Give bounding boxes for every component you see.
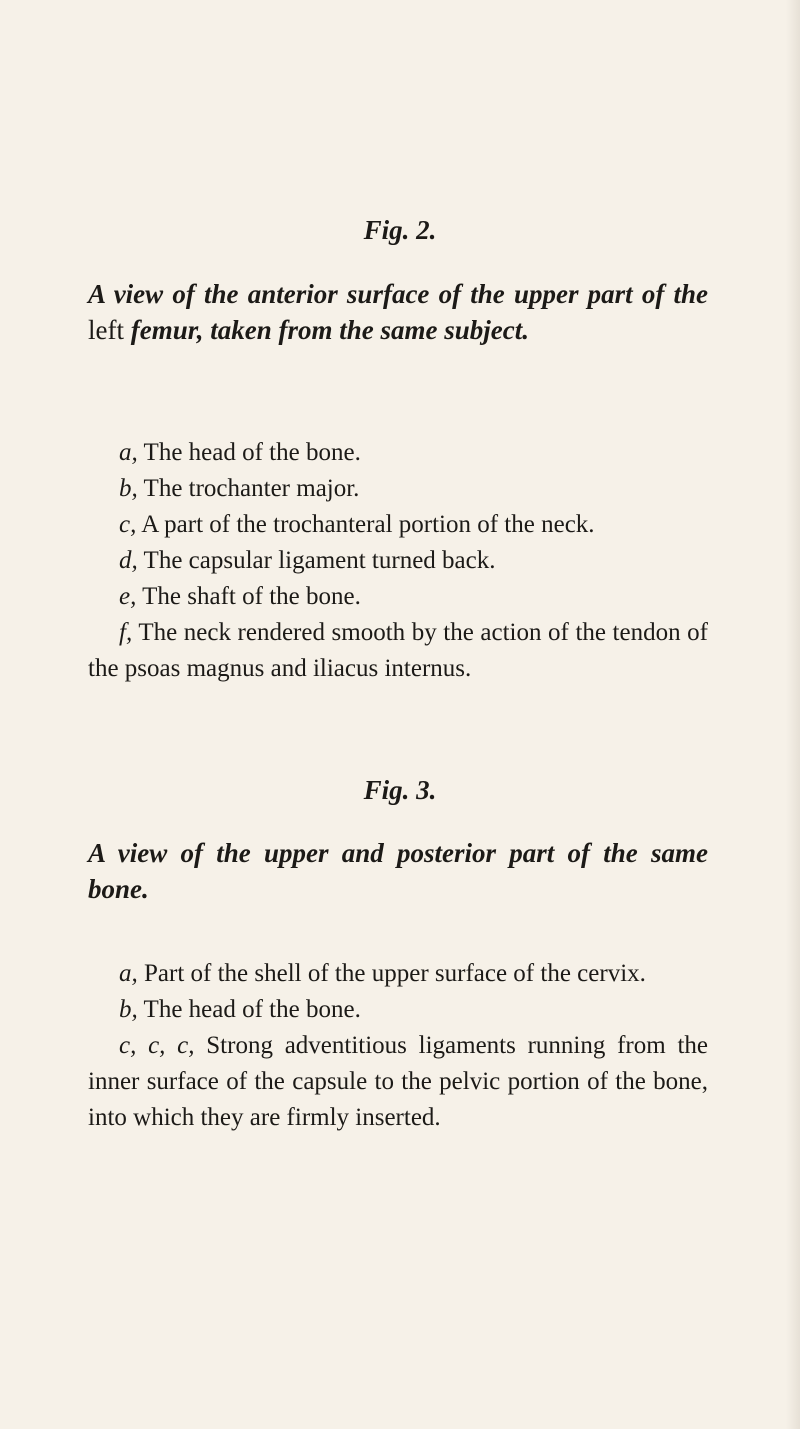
fig-2-item-d [88,543,708,579]
fig-2-item-f [88,615,708,687]
fig-2-item-b [88,471,708,507]
item-text: Strong adventitious ligaments running from the inner surface of the capsule to the pelvic portion of the bone, into which they are firmly inserted. [88,1032,708,1131]
fig-2-caption-part2: femur, taken from the same subject. [123,315,529,345]
item-text: The capsular ligament turned back. [137,547,496,574]
item-letter: f, [119,619,133,646]
fig-3-title: Fig. 3. [363,775,437,805]
fig-2-item-c [88,507,708,543]
fig-2-caption-upright: left [88,315,124,345]
item-text: The neck rendered smooth by the action of the tendon of the psoas magnus and iliacus internus. [88,619,708,682]
fig-3-legend [88,956,708,1136]
fig-2-caption-part1: A view of the anterior surface of the upper part of the [88,279,708,309]
item-letter: c, c, c, [119,1032,195,1059]
fig-2-item-e [88,579,708,615]
item-text: The shaft of the bone. [136,583,361,610]
item-text: The trochanter major. [137,475,360,502]
item-letter: a, [119,960,138,987]
item-letter: b, [119,475,138,502]
fig-2-legend [88,435,708,687]
item-text: A part of the trochanteral portion of the neck. [136,511,595,538]
item-letter: b, [119,996,138,1023]
fig-2-item-a [88,435,708,471]
fig-3-item-c [88,1028,708,1136]
fig-3-caption: A view of the upper and posterior part of the same bone. [88,838,708,904]
fig-2-caption [88,276,708,348]
fig-2-title: Fig. 2. [363,215,437,245]
item-text: Part of the shell of the upper surface of the cervix. [137,960,646,987]
item-letter: d, [119,547,138,574]
item-letter: c, [119,511,137,538]
fig-3-item-a [88,956,708,992]
item-letter: a, [119,439,138,466]
fig-3-item-b [88,992,708,1028]
item-text: The head of the bone. [137,996,361,1023]
item-text: The head of the bone. [137,439,361,466]
item-letter: e, [119,583,137,610]
